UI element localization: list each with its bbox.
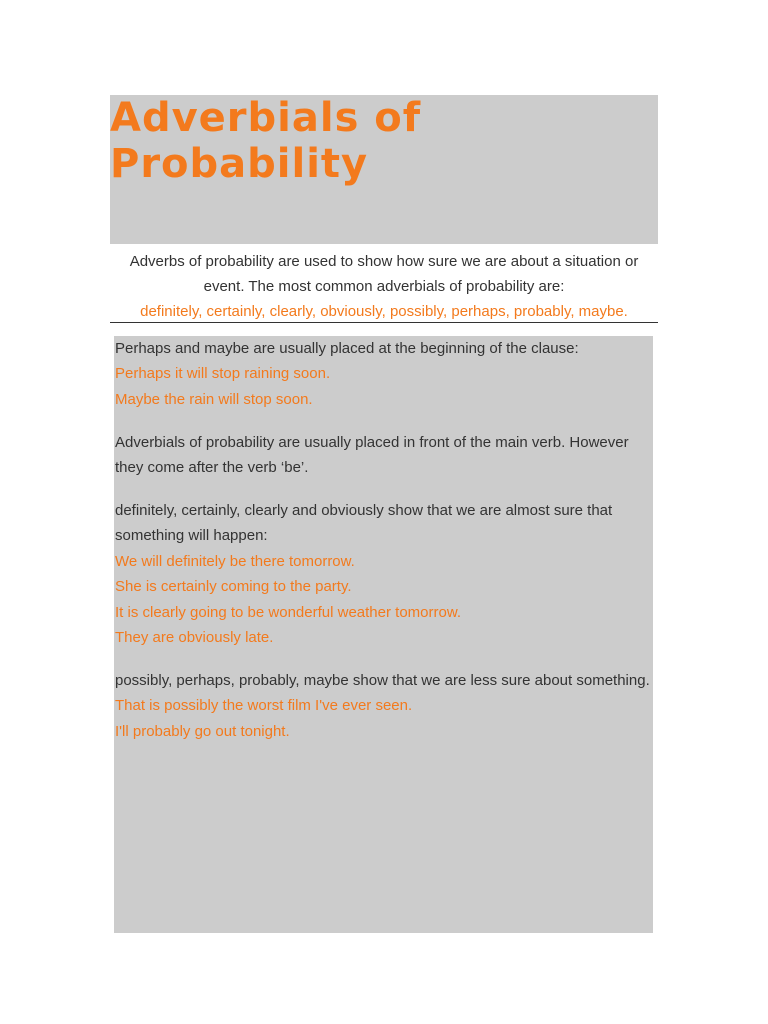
- section-text: definitely, certainly, clearly and obviously show that we are almost sure that something will happen:: [115, 502, 613, 545]
- section-placement-beginning: [115, 336, 653, 412]
- example-sentence: Maybe the rain will stop soon.: [115, 390, 313, 408]
- section-placement-main-verb: [115, 430, 653, 481]
- example-sentence: They are obviously late.: [115, 629, 274, 647]
- section-text: Perhaps and maybe are usually placed at the beginning of the clause:: [115, 340, 579, 357]
- example-sentence: It is clearly going to be wonderful weather tomorrow.: [115, 603, 462, 621]
- adverbs-list: definitely, certainly, clearly, obviously, possibly, perhaps, probably, maybe.: [140, 303, 628, 320]
- example-sentence: Perhaps it will stop raining soon.: [115, 365, 331, 383]
- intro-line-2: event. The most common adverbials of probability are:: [203, 278, 565, 295]
- example-sentence: She is certainly coming to the party.: [115, 578, 352, 596]
- content-box: [114, 336, 653, 933]
- example-sentence: That is possibly the worst film I've ever seen.: [115, 697, 413, 715]
- section-less-sure: [115, 668, 653, 744]
- page-title: Adverbials of Probability: [110, 95, 422, 187]
- intro-paragraph: [110, 249, 658, 323]
- section-almost-sure: [115, 498, 653, 650]
- example-sentence: We will definitely be there tomorrow.: [115, 552, 355, 570]
- intro-line-1: Adverbs of probability are used to show how sure we are about a situation or: [129, 253, 639, 270]
- section-text: Adverbials of probability are usually placed in front of the main verb. However they come after the verb ‘be’.: [115, 433, 629, 477]
- title-banner: [110, 95, 658, 244]
- section-text: possibly, perhaps, probably, maybe show that we are less sure about something.: [115, 671, 650, 689]
- example-sentence: I'll probably go out tonight.: [115, 722, 290, 740]
